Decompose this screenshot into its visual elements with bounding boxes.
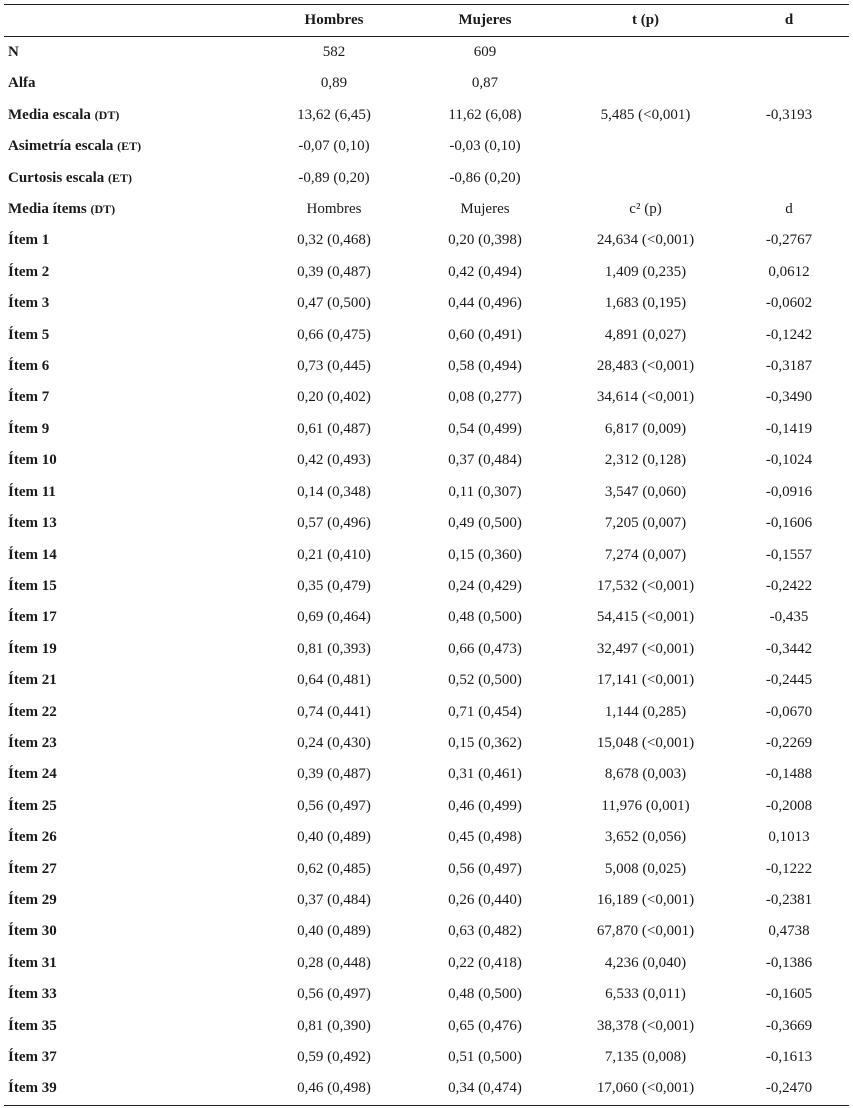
cell-col3: 1,683 (0,195) (604, 295, 687, 312)
row-label-suffix: (ET) (108, 170, 132, 185)
cell-col4: -0,2470 (765, 1080, 813, 1097)
cell-col1: 582 (322, 44, 346, 60)
row-label-text: Ítem 17 (8, 609, 57, 626)
cell-col4: -0,0916 (765, 483, 813, 500)
table-row (4, 822, 849, 853)
table-row (4, 68, 849, 99)
row-label-text: Ítem 19 (8, 640, 57, 657)
cell-col4: d (785, 201, 793, 218)
cell-col2: 0,15 (0,362) (448, 734, 522, 751)
cell-col4: -0,1419 (765, 420, 813, 437)
cell-col3 (562, 163, 729, 194)
row-label (4, 697, 260, 728)
results-table (4, 4, 849, 1106)
cell-col2: 0,66 (0,473) (448, 640, 522, 657)
cell-col4: -0,2422 (765, 577, 813, 594)
table-row (4, 320, 849, 351)
cell-col4: -0,1222 (765, 860, 813, 877)
cell-col2: 0,49 (0,500) (448, 515, 522, 532)
cell-col1: 0,74 (0,441) (297, 703, 371, 720)
results-table-container (4, 4, 849, 1106)
cell-col4: -0,1613 (765, 1049, 813, 1065)
cell-col2: 609 (473, 44, 497, 60)
row-label-text: Alfa (8, 75, 36, 92)
cell-col3: 5,485 (<0,001) (600, 106, 691, 123)
cell-col1: -0,89 (0,20) (298, 169, 370, 186)
table-row (4, 288, 849, 319)
cell-col3: 15,048 (<0,001) (596, 734, 695, 751)
table-row (4, 382, 849, 413)
cell-col4 (729, 68, 849, 99)
cell-col1: 0,47 (0,500) (297, 295, 371, 312)
cell-col3: 11,976 (0,001) (601, 797, 690, 814)
row-label-text: Media escala (8, 106, 91, 123)
table-row (4, 1073, 849, 1105)
cell-col3: 4,236 (0,040) (604, 954, 687, 971)
cell-col3: 17,141 (<0,001) (596, 672, 695, 689)
cell-col1: 0,39 (0,487) (297, 766, 371, 783)
row-label (4, 131, 260, 162)
row-label (4, 68, 260, 99)
cell-col3: 28,483 (<0,001) (596, 358, 695, 375)
cell-col3: c² (p) (629, 201, 662, 218)
table-row (4, 508, 849, 539)
table-row (4, 1011, 849, 1042)
header-row (4, 5, 849, 37)
table-row (4, 131, 849, 162)
cell-col4: -0,1605 (765, 986, 813, 1003)
cell-col4: -0,0602 (765, 295, 813, 312)
row-label-text: Ítem 15 (8, 577, 57, 594)
cell-col3: 6,817 (0,009) (604, 420, 687, 437)
cell-col2: 0,65 (0,476) (448, 1017, 522, 1034)
table-row (4, 445, 849, 476)
row-label (4, 100, 260, 131)
table-row (4, 571, 849, 602)
row-label (4, 728, 260, 759)
cell-col3: 7,205 (0,007) (604, 515, 687, 532)
cell-col1: 0,89 (320, 75, 348, 92)
header-hombres: Hombres (304, 12, 364, 28)
cell-col3: 3,652 (0,056) (604, 829, 687, 846)
row-label (4, 382, 260, 413)
row-label (4, 445, 260, 476)
table-row (4, 728, 849, 759)
header-mujeres: Mujeres (458, 12, 512, 28)
cell-col4 (729, 163, 849, 194)
row-label-text: Ítem 30 (8, 923, 57, 940)
table-row (4, 37, 849, 69)
cell-col2: 0,31 (0,461) (448, 766, 522, 783)
cell-col2: 0,45 (0,498) (448, 829, 522, 846)
cell-col2: -0,86 (0,20) (449, 169, 521, 186)
cell-col4: 0,4738 (768, 923, 810, 940)
cell-col1: 0,69 (0,464) (297, 609, 371, 626)
row-label-suffix: (DT) (90, 202, 116, 217)
cell-col4: -0,2767 (765, 232, 813, 249)
row-label (4, 854, 260, 885)
row-label (4, 979, 260, 1010)
cell-col2: 0,56 (0,497) (448, 860, 522, 877)
row-label (4, 948, 260, 979)
cell-col3: 38,378 (<0,001) (596, 1017, 695, 1034)
cell-col2: 0,58 (0,494) (448, 358, 522, 375)
cell-col3: 17,532 (<0,001) (596, 577, 695, 594)
cell-col1: 0,40 (0,489) (297, 923, 371, 940)
cell-col2: 0,11 (0,307) (448, 483, 522, 500)
row-label (4, 571, 260, 602)
cell-col2: 0,15 (0,360) (448, 546, 522, 563)
table-row (4, 602, 849, 633)
cell-col2: 0,46 (0,499) (448, 797, 522, 814)
row-label (4, 351, 260, 382)
row-label (4, 540, 260, 571)
cell-col4: -0,3193 (765, 106, 813, 123)
row-label (4, 885, 260, 916)
cell-col2: -0,03 (0,10) (449, 138, 521, 155)
table-row (4, 916, 849, 947)
row-label-text: Ítem 2 (8, 263, 50, 280)
header-t-p: t (p) (631, 12, 660, 28)
row-label-text: Ítem 31 (8, 954, 57, 971)
table-row (4, 665, 849, 696)
cell-col3: 4,891 (0,027) (604, 326, 687, 343)
row-label (4, 1011, 260, 1042)
row-label (4, 288, 260, 319)
table-row (4, 194, 849, 225)
cell-col4: -0,1606 (765, 515, 813, 532)
table-body (4, 37, 849, 1106)
cell-col2: 0,42 (0,494) (448, 263, 522, 280)
cell-col4: -0,435 (769, 609, 809, 626)
cell-col1: -0,07 (0,10) (298, 138, 370, 155)
header-d: d (784, 12, 794, 28)
row-label-text: Ítem 25 (8, 797, 57, 814)
cell-col4: -0,1024 (765, 452, 813, 469)
cell-col1: 0,56 (0,497) (297, 986, 371, 1003)
cell-col2: 0,34 (0,474) (448, 1080, 522, 1097)
row-label-text: Ítem 6 (8, 358, 50, 375)
cell-col1: 0,61 (0,487) (297, 420, 371, 437)
row-label-text: Ítem 21 (8, 672, 57, 689)
row-label (4, 508, 260, 539)
cell-col1: 0,20 (0,402) (297, 389, 371, 406)
cell-col2: 0,63 (0,482) (448, 923, 522, 940)
cell-col1: 0,81 (0,390) (297, 1017, 371, 1034)
row-label-text: Ítem 1 (8, 232, 50, 249)
cell-col1: 0,73 (0,445) (297, 358, 371, 375)
cell-col3: 34,614 (<0,001) (596, 389, 695, 406)
row-label-suffix: (DT) (94, 107, 120, 122)
cell-col3: 67,870 (<0,001) (596, 923, 695, 940)
row-label (4, 822, 260, 853)
table-row (4, 257, 849, 288)
cell-col4: -0,2008 (765, 797, 813, 814)
cell-col1: 0,81 (0,393) (297, 640, 371, 657)
cell-col4: -0,3669 (765, 1017, 813, 1034)
row-label-text: Ítem 39 (8, 1080, 57, 1097)
cell-col3 (562, 131, 729, 162)
row-label (4, 1042, 260, 1073)
cell-col3: 1,144 (0,285) (604, 703, 687, 720)
row-label (4, 320, 260, 351)
row-label (4, 477, 260, 508)
table-row (4, 540, 849, 571)
row-label-text: Ítem 22 (8, 703, 57, 720)
cell-col1: 0,21 (0,410) (297, 546, 371, 563)
cell-col4: -0,3187 (765, 358, 813, 375)
cell-col2: 0,52 (0,500) (448, 672, 522, 689)
cell-col2: 0,48 (0,500) (448, 609, 522, 626)
row-label-text: Ítem 33 (8, 986, 57, 1003)
cell-col1: 0,57 (0,496) (297, 515, 371, 532)
table-row (4, 351, 849, 382)
cell-col3: 7,274 (0,007) (604, 546, 687, 563)
row-label (4, 665, 260, 696)
row-label (4, 916, 260, 947)
cell-col2: 0,26 (0,440) (448, 891, 522, 908)
table-row (4, 225, 849, 256)
cell-col2: 0,71 (0,454) (448, 703, 522, 720)
cell-col1: 0,28 (0,448) (297, 954, 371, 971)
table-row (4, 791, 849, 822)
cell-col2: 0,87 (471, 75, 499, 92)
cell-col4: -0,3442 (765, 640, 813, 657)
cell-col1: 0,66 (0,475) (297, 326, 371, 343)
row-label-text: Ítem 35 (8, 1017, 57, 1034)
row-label (4, 602, 260, 633)
table-row (4, 163, 849, 194)
cell-col1: 13,62 (6,45) (297, 106, 371, 123)
cell-col4 (729, 37, 849, 69)
row-label-text: Ítem 26 (8, 829, 57, 846)
table-header (4, 5, 849, 37)
row-label-text: Ítem 29 (8, 891, 57, 908)
table-row (4, 979, 849, 1010)
row-label (4, 194, 260, 225)
row-label (4, 791, 260, 822)
cell-col4: 0,0612 (768, 263, 810, 280)
cell-col2: 0,37 (0,484) (448, 452, 522, 469)
cell-col4: -0,2269 (765, 734, 813, 751)
cell-col2: 0,60 (0,491) (448, 326, 522, 343)
cell-col1: 0,37 (0,484) (297, 891, 371, 908)
cell-col4: -0,1242 (765, 326, 813, 343)
cell-col1: Hombres (306, 201, 362, 218)
row-label-text: Ítem 9 (8, 420, 50, 437)
row-label (4, 225, 260, 256)
row-label (4, 37, 260, 69)
row-label-text: Ítem 11 (8, 483, 56, 500)
table-row (4, 697, 849, 728)
cell-col1: 0,40 (0,489) (297, 829, 371, 846)
cell-col1: 0,59 (0,492) (297, 1049, 371, 1065)
row-label-text: N (8, 44, 19, 60)
table-row (4, 634, 849, 665)
cell-col2: 0,22 (0,418) (448, 954, 522, 971)
row-label-text: Ítem 3 (8, 295, 50, 312)
cell-col2: 0,08 (0,277) (448, 389, 522, 406)
cell-col2: 0,54 (0,499) (448, 420, 522, 437)
table-row (4, 477, 849, 508)
cell-col1: 0,42 (0,493) (297, 452, 371, 469)
row-label-text: Ítem 27 (8, 860, 57, 877)
cell-col3: 32,497 (<0,001) (596, 640, 695, 657)
row-label-text: Asimetría escala (8, 138, 114, 155)
cell-col3: 5,008 (0,025) (604, 860, 687, 877)
cell-col3: 16,189 (<0,001) (596, 891, 695, 908)
table-row (4, 414, 849, 445)
cell-col4: 0,1013 (768, 829, 810, 846)
row-label-text: Media ítems (8, 201, 87, 218)
cell-col3 (562, 68, 729, 99)
table-row (4, 1042, 849, 1073)
cell-col4: -0,2445 (765, 672, 813, 689)
row-label (4, 163, 260, 194)
row-label-suffix: (ET) (117, 139, 142, 154)
table-row (4, 948, 849, 979)
cell-col1: 0,39 (0,487) (297, 263, 371, 280)
cell-col3: 8,678 (0,003) (604, 766, 687, 783)
cell-col4: -0,1488 (765, 766, 813, 783)
row-label (4, 759, 260, 790)
row-label-text: Ítem 14 (8, 546, 57, 563)
cell-col4 (729, 131, 849, 162)
cell-col3: 1,409 (0,235) (604, 263, 687, 280)
row-label-text: Ítem 13 (8, 515, 57, 532)
cell-col2: Mujeres (460, 201, 510, 218)
row-label (4, 634, 260, 665)
cell-col3: 7,135 (0,008) (604, 1049, 687, 1065)
cell-col2: 11,62 (6,08) (448, 106, 522, 123)
cell-col3: 2,312 (0,128) (604, 452, 687, 469)
row-label (4, 257, 260, 288)
row-label-text: Ítem 10 (8, 452, 57, 469)
cell-col2: 0,20 (0,398) (448, 232, 522, 249)
row-label-text: Ítem 24 (8, 766, 57, 783)
cell-col3: 24,634 (<0,001) (596, 232, 695, 249)
table-row (4, 854, 849, 885)
row-label (4, 1073, 260, 1105)
cell-col2: 0,44 (0,496) (448, 295, 522, 312)
cell-col3: 6,533 (0,011) (605, 986, 686, 1003)
cell-col4: -0,2381 (765, 891, 813, 908)
cell-col1: 0,46 (0,498) (297, 1080, 371, 1097)
cell-col1: 0,24 (0,430) (297, 734, 371, 751)
cell-col4: -0,1386 (765, 954, 813, 971)
cell-col1: 0,35 (0,479) (297, 577, 371, 594)
cell-col4: -0,0670 (765, 703, 813, 720)
cell-col1: 0,64 (0,481) (297, 672, 371, 689)
cell-col2: 0,51 (0,500) (448, 1049, 522, 1065)
header-empty (4, 5, 260, 37)
cell-col1: 0,62 (0,485) (297, 860, 371, 877)
row-label-text: Ítem 23 (8, 734, 57, 751)
row-label (4, 414, 260, 445)
row-label-text: Ítem 7 (8, 389, 50, 406)
cell-col3: 54,415 (<0,001) (596, 609, 695, 626)
cell-col2: 0,48 (0,500) (448, 986, 522, 1003)
row-label-text: Curtosis escala (8, 169, 105, 186)
cell-col1: 0,14 (0,348) (297, 483, 371, 500)
cell-col1: 0,56 (0,497) (297, 797, 371, 814)
cell-col3 (562, 37, 729, 69)
table-row (4, 885, 849, 916)
table-row (4, 100, 849, 131)
cell-col3: 3,547 (0,060) (604, 483, 687, 500)
cell-col2: 0,24 (0,429) (448, 577, 522, 594)
table-row (4, 759, 849, 790)
row-label-text: Ítem 37 (8, 1049, 57, 1065)
row-label-text: Ítem 5 (8, 326, 50, 343)
cell-col3: 17,060 (<0,001) (596, 1080, 695, 1097)
cell-col4: -0,1557 (765, 546, 813, 563)
cell-col1: 0,32 (0,468) (297, 232, 371, 249)
cell-col4: -0,3490 (765, 389, 813, 406)
